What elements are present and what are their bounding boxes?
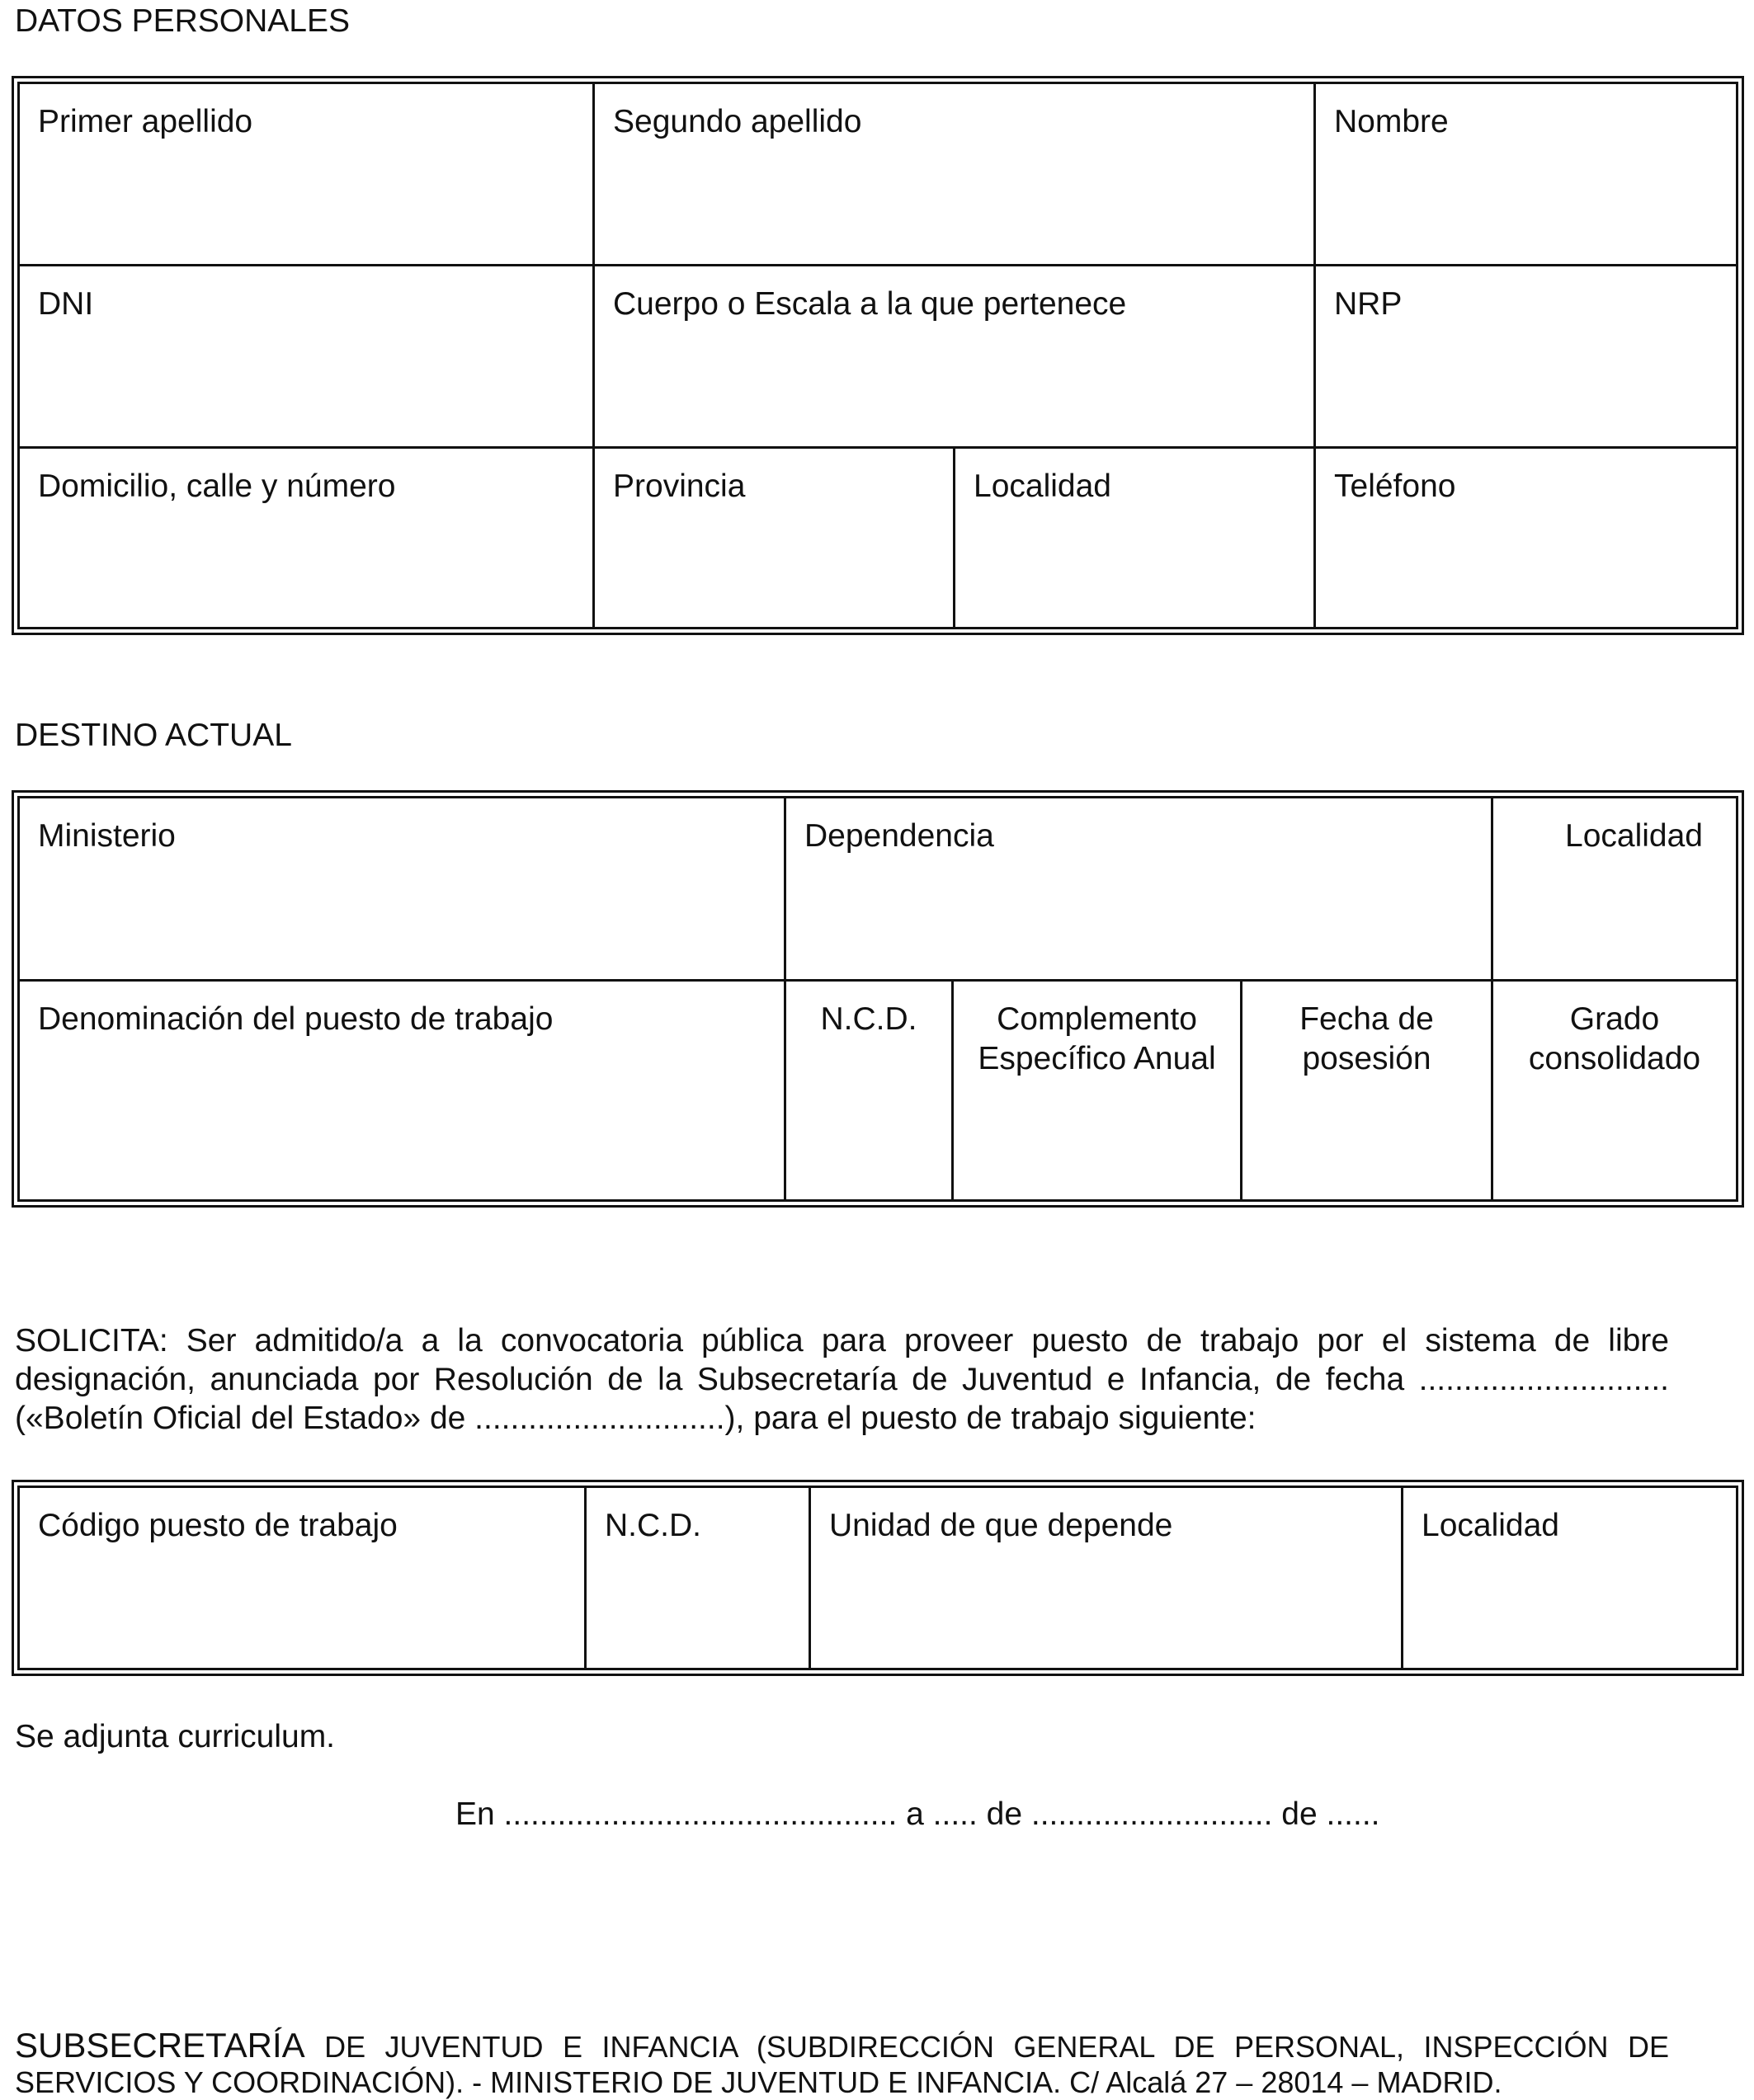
field-localidad-destino[interactable] (1492, 798, 1737, 981)
solicita-line-1: SOLICITA: Ser admitido/a a la convocatoria pública para proveer puesto de trabajo por el sistema de libre (15, 1323, 1669, 1358)
footer-lead: SUBSECRETARÍA (15, 2026, 305, 2065)
datos-personales-table (12, 76, 1744, 635)
label-complemento-l2: Específico Anual (978, 1041, 1216, 1076)
label-localidad-solicitado: Localidad (1422, 1508, 1559, 1543)
field-dni[interactable] (19, 266, 594, 448)
label-dni: DNI (38, 286, 94, 322)
field-grado-consolidado[interactable] (1492, 981, 1737, 1201)
field-domicilio[interactable] (19, 448, 594, 629)
footer-line-1-rest: DE JUVENTUD E INFANCIA (SUBDIRECCIÓN GENERAL DE PERSONAL, INSPECCIÓN DE (304, 2030, 1669, 2064)
label-nombre: Nombre (1334, 104, 1449, 139)
lugar-fecha-line: En ............................................ a ..... de ........................... de ...... (455, 1796, 1380, 1832)
field-nombre[interactable] (1315, 83, 1737, 266)
label-codigo-puesto: Código puesto de trabajo (38, 1508, 398, 1543)
field-localidad[interactable] (955, 448, 1315, 629)
field-ncd-destino[interactable] (785, 981, 953, 1201)
field-ncd-solicitado[interactable] (586, 1487, 810, 1669)
footer-line-1 (15, 2027, 1669, 2065)
field-segundo-apellido[interactable] (594, 83, 1315, 266)
label-localidad-destino: Localidad (1565, 818, 1703, 854)
label-fecha-l2: posesión (1302, 1041, 1431, 1076)
puesto-solicitado-table (12, 1480, 1744, 1676)
label-grado-l2: consolidado (1528, 1041, 1701, 1076)
field-dependencia[interactable] (785, 798, 1492, 981)
label-grado-l1: Grado (1569, 1001, 1660, 1037)
field-fecha-posesion[interactable] (1242, 981, 1492, 1201)
section-heading-destino-actual: DESTINO ACTUAL (15, 718, 292, 753)
label-nrp: NRP (1334, 286, 1403, 322)
field-nrp[interactable] (1315, 266, 1737, 448)
label-fecha-l1: Fecha de (1299, 1001, 1434, 1037)
field-ministerio[interactable] (19, 798, 785, 981)
label-domicilio: Domicilio, calle y número (38, 468, 396, 504)
label-provincia: Provincia (613, 468, 746, 504)
label-localidad: Localidad (974, 468, 1111, 504)
label-ncd-destino: N.C.D. (820, 1001, 917, 1037)
adjunta-curriculum: Se adjunta curriculum. (15, 1719, 336, 1754)
field-localidad-solicitado[interactable] (1403, 1487, 1737, 1669)
solicita-paragraph (15, 1321, 1669, 1438)
label-primer-apellido: Primer apellido (38, 104, 253, 139)
solicita-line-2: designación, anunciada por Resolución de la Subsecretaría de Juventud e Infancia, de fecha ............................ (15, 1362, 1669, 1397)
field-complemento-especifico[interactable] (953, 981, 1242, 1201)
field-cuerpo-escala[interactable] (594, 266, 1315, 448)
label-denominacion-puesto: Denominación del puesto de trabajo (38, 1001, 554, 1037)
destino-actual-table (12, 790, 1744, 1208)
field-denominacion-puesto[interactable] (19, 981, 785, 1201)
section-heading-datos-personales: DATOS PERSONALES (15, 3, 351, 39)
field-codigo-puesto[interactable] (19, 1487, 586, 1669)
label-unidad-depende: Unidad de que depende (829, 1508, 1173, 1543)
solicita-line-3: («Boletín Oficial del Estado» de ............................), para el puesto de trabajo siguiente: (15, 1401, 1257, 1436)
label-telefono: Teléfono (1334, 468, 1456, 504)
label-ministerio: Ministerio (38, 818, 176, 854)
label-dependencia: Dependencia (804, 818, 994, 854)
label-ncd-solicitado: N.C.D. (605, 1508, 701, 1543)
label-segundo-apellido: Segundo apellido (613, 104, 862, 139)
footer-line-2: SERVICIOS Y COORDINACIÓN). - MINISTERIO DE JUVENTUD E INFANCIA. C/ Alcalá 27 – 28014 – MADRID. (15, 2065, 1502, 2099)
footer-address (15, 2027, 1669, 2100)
field-provincia[interactable] (594, 448, 955, 629)
field-telefono[interactable] (1315, 448, 1737, 629)
field-unidad-depende[interactable] (810, 1487, 1403, 1669)
field-primer-apellido[interactable] (19, 83, 594, 266)
label-cuerpo-escala: Cuerpo o Escala a la que pertenece (613, 286, 1127, 322)
label-complemento-l1: Complemento (997, 1001, 1197, 1037)
